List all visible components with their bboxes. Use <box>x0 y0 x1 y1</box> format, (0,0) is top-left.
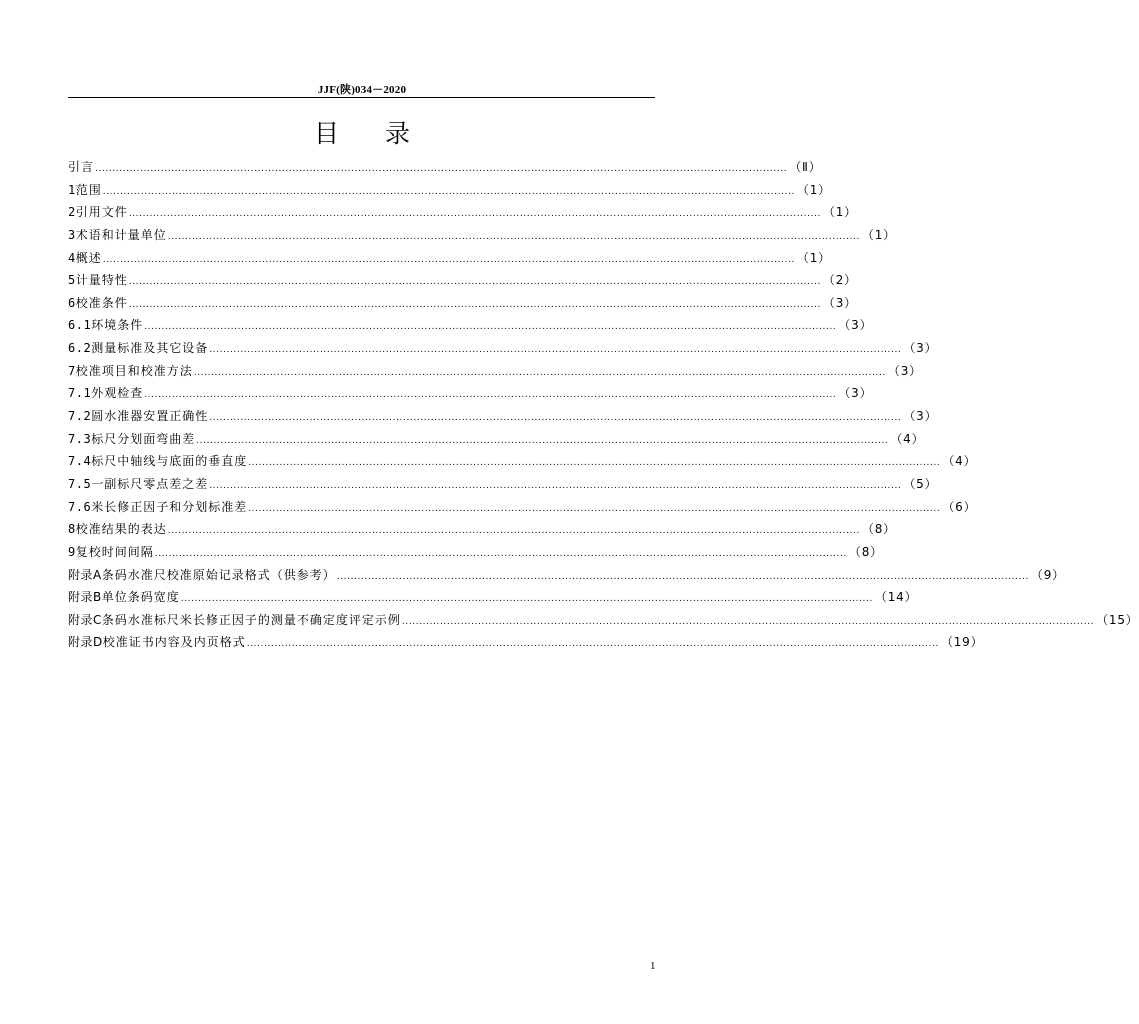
toc-entry-number: 2 <box>68 205 76 220</box>
toc-entry-number: 3 <box>68 227 76 242</box>
document-code: JJF(陕)034－2020 <box>317 84 407 96</box>
toc-entry-number: 7.5 <box>68 476 92 491</box>
toc-entry-title: 条码水准尺校准原始记录格式（供参考） <box>101 567 336 582</box>
toc-entry[interactable] <box>68 382 873 405</box>
toc-dot-leader: ........................................................................................................................................................................................................ <box>180 594 873 605</box>
toc-entry-page: （8） <box>848 544 883 559</box>
toc-entry-title: 条码水准标尺米长修正因子的测量不确定度评定示例 <box>101 612 401 627</box>
toc-entry-number: 5 <box>68 273 76 288</box>
toc-dot-leader: ........................................................................................................................................................................................................ <box>248 458 941 469</box>
toc-dot-leader: ........................................................................................................................................................................................................ <box>248 503 941 514</box>
toc-dot-leader: ........................................................................................................................................................................................................ <box>401 616 1095 627</box>
toc-entry[interactable] <box>68 586 918 609</box>
toc-entry[interactable] <box>68 156 822 179</box>
toc-entry[interactable] <box>68 337 938 360</box>
toc-dot-leader: ........................................................................................................................................................................................................ <box>209 345 902 356</box>
toc-dot-leader: ........................................................................................................................................................................................................ <box>102 254 795 265</box>
toc-dot-leader: ........................................................................................................................................................................................................ <box>336 571 1029 582</box>
table-of-contents <box>68 156 1139 654</box>
toc-entry-title: 环境条件 <box>91 318 144 333</box>
toc-dot-leader: ........................................................................................................................................................................................................ <box>209 413 902 424</box>
toc-entry[interactable] <box>68 179 831 202</box>
page-number: 1 <box>650 960 656 972</box>
toc-dot-leader: ........................................................................................................................................................................................................ <box>144 322 837 333</box>
toc-entry-page: （15） <box>1096 612 1139 627</box>
toc-entry-page: （1） <box>861 227 896 242</box>
toc-dot-leader: ........................................................................................................................................................................................................ <box>167 231 860 242</box>
toc-entry[interactable] <box>68 518 896 541</box>
toc-entry-title: 校准证书内容及内页格式 <box>102 635 246 650</box>
toc-entry-number: 附录B <box>68 590 102 605</box>
toc-entry-page: （3） <box>903 341 938 356</box>
toc-entry-title: 校准条件 <box>75 295 128 310</box>
toc-entry-page: （3） <box>887 363 922 378</box>
toc-entry-title: 复校时间间隔 <box>75 544 154 559</box>
toc-entry-page: （4） <box>942 454 977 469</box>
toc-entry-number: 7 <box>68 363 76 378</box>
toc-entry-page: （8） <box>861 522 896 537</box>
toc-entry[interactable] <box>68 541 883 564</box>
toc-entry-number: 1 <box>68 182 76 197</box>
toc-entry[interactable] <box>68 496 977 519</box>
toc-dot-leader: ........................................................................................................................................................................................................ <box>246 639 939 650</box>
toc-entry-page: （9） <box>1030 567 1065 582</box>
toc-entry-number: 附录C <box>68 612 102 627</box>
toc-entry-page: （2） <box>822 273 857 288</box>
toc-entry[interactable] <box>68 428 925 451</box>
toc-entry-title: 单位条码宽度 <box>101 590 180 605</box>
toc-entry[interactable] <box>68 201 857 224</box>
toc-entry-title: 引用文件 <box>75 205 128 220</box>
toc-entry-title: 概述 <box>75 250 102 265</box>
toc-entry-page: （3） <box>838 318 873 333</box>
toc-entry-title: 引言 <box>68 160 95 174</box>
toc-entry-number: 8 <box>68 522 76 537</box>
toc-entry[interactable] <box>68 631 984 654</box>
toc-entry[interactable] <box>68 224 896 247</box>
toc-entry[interactable] <box>68 450 977 473</box>
toc-entry[interactable] <box>68 473 938 496</box>
toc-entry-page: （19） <box>940 635 984 650</box>
toc-entry-title: 标尺中轴线与底面的垂直度 <box>91 454 248 469</box>
toc-dot-leader: ........................................................................................................................................................................................................ <box>144 390 837 401</box>
toc-entry-page: （14） <box>874 590 918 605</box>
toc-entry[interactable] <box>68 609 1139 632</box>
toc-entry-page: （3） <box>838 386 873 401</box>
toc-entry[interactable] <box>68 269 857 292</box>
toc-entry[interactable] <box>68 360 922 383</box>
toc-dot-leader: ........................................................................................................................................................................................................ <box>128 209 821 220</box>
toc-entry-page: （1） <box>796 182 831 197</box>
toc-entry-number: 附录D <box>68 635 103 650</box>
toc-dot-leader: ........................................................................................................................................................................................................ <box>209 480 902 491</box>
toc-entry[interactable] <box>68 564 1065 587</box>
toc-entry-number: 6.1 <box>68 318 92 333</box>
toc-dot-leader: ........................................................................................................................................................................................................ <box>167 526 860 537</box>
toc-entry-page: （1） <box>822 205 857 220</box>
toc-entry-title: 一副标尺零点差之差 <box>91 476 209 491</box>
toc-entry-title: 米长修正因子和分划标准差 <box>91 499 248 514</box>
toc-entry-title: 外观检查 <box>91 386 144 401</box>
toc-dot-leader: ........................................................................................................................................................................................................ <box>154 548 847 559</box>
toc-entry-number: 附录A <box>68 567 102 582</box>
toc-entry-number: 9 <box>68 544 76 559</box>
toc-dot-leader: ........................................................................................................................................................................................................ <box>95 164 788 174</box>
toc-entry-page: （4） <box>890 431 925 446</box>
toc-entry-number: 6 <box>68 295 76 310</box>
header-rule <box>68 97 655 98</box>
toc-entry-title: 计量特性 <box>75 273 128 288</box>
toc-entry-title: 校准项目和校准方法 <box>75 363 193 378</box>
toc-dot-leader: ........................................................................................................................................................................................................ <box>128 299 821 310</box>
toc-entry-title: 校准结果的表达 <box>75 522 167 537</box>
toc-entry-page: （6） <box>942 499 977 514</box>
toc-entry-number: 7.2 <box>68 409 92 424</box>
toc-entry-page: （1） <box>796 250 831 265</box>
toc-entry-page: （5） <box>903 476 938 491</box>
toc-entry-title: 圆水准器安置正确性 <box>91 409 209 424</box>
toc-entry-number: 7.3 <box>68 431 92 446</box>
toc-entry-title: 术语和计量单位 <box>75 227 167 242</box>
toc-dot-leader: ........................................................................................................................................................................................................ <box>102 186 795 197</box>
toc-entry-number: 7.6 <box>68 499 92 514</box>
toc-entry-page: （3） <box>822 295 857 310</box>
toc-entry[interactable] <box>68 314 873 337</box>
toc-entry-title: 标尺分划面弯曲差 <box>91 431 196 446</box>
toc-title: 目录 <box>313 119 456 148</box>
toc-dot-leader: ........................................................................................................................................................................................................ <box>193 367 886 378</box>
toc-entry-title: 范围 <box>75 182 102 197</box>
toc-entry-page: （Ⅱ） <box>789 160 822 174</box>
toc-entry[interactable] <box>68 247 831 270</box>
toc-entry-title: 测量标准及其它设备 <box>91 341 209 356</box>
toc-entry[interactable] <box>68 405 938 428</box>
toc-entry-number: 7.4 <box>68 454 92 469</box>
toc-dot-leader: ........................................................................................................................................................................................................ <box>128 277 821 288</box>
toc-entry-number: 6.2 <box>68 341 92 356</box>
toc-entry[interactable] <box>68 292 857 315</box>
toc-entry-page: （3） <box>903 409 938 424</box>
toc-entry-number: 7.1 <box>68 386 92 401</box>
toc-dot-leader: ........................................................................................................................................................................................................ <box>196 435 889 446</box>
toc-entry-number: 4 <box>68 250 76 265</box>
